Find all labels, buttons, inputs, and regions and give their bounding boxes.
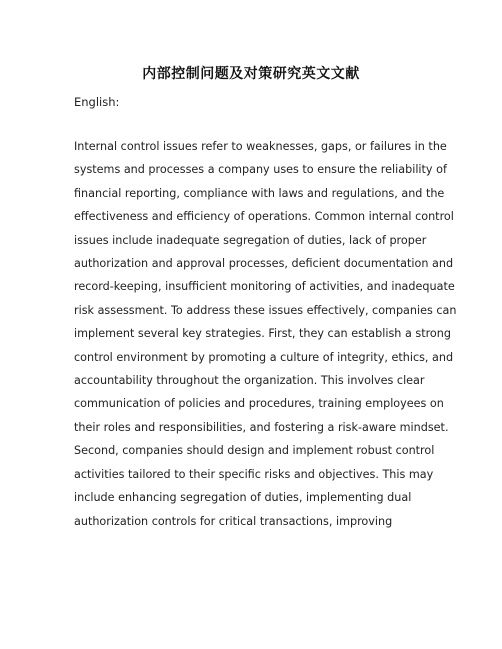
paragraph-line: include enhancing segregation of duties, implementing dual	[74, 491, 412, 505]
paragraph-line: their roles and responsibilities, and fostering a risk-aware mindset.	[74, 420, 449, 434]
paragraph-line: financial reporting, compliance with laws and regulations, and the	[74, 186, 445, 200]
paragraph-line: authorization and approval processes, deficient documentation and	[74, 257, 454, 271]
paragraph-line: authorization controls for critical transactions, improving	[74, 514, 393, 528]
language-label: English:	[74, 95, 120, 109]
paragraph-line: issues include inadequate segregation of duties, lack of proper	[74, 233, 427, 247]
paragraph-line: control environment by promoting a culture of integrity, ethics, and	[74, 350, 454, 364]
paragraph-line: implement several key strategies. First, they can establish a strong	[74, 327, 451, 341]
paragraph-line: record-keeping, insufficient monitoring of activities, and inadequate	[74, 280, 455, 294]
paragraph-line: systems and processes a company uses to ensure the reliability of	[74, 163, 447, 177]
paragraph-line: communication of policies and procedures, training employees on	[74, 397, 444, 411]
paragraph-line: Internal control issues refer to weaknesses, gaps, or failures in the	[74, 140, 447, 153]
paragraph-line: effectiveness and efficiency of operations. Common internal control	[74, 210, 454, 224]
paragraph-line: risk assessment. To address these issues effectively, companies can	[74, 303, 457, 317]
paragraph-line: Second, companies should design and implement robust control	[74, 444, 435, 458]
body-paragraph	[74, 135, 457, 533]
paragraph-line: accountability throughout the organization. This involves clear	[74, 374, 425, 388]
paragraph-line: activities tailored to their specific risks and objectives. This may	[74, 467, 434, 481]
document-title: 内部控制问题及对策研究英文文献	[142, 66, 360, 82]
